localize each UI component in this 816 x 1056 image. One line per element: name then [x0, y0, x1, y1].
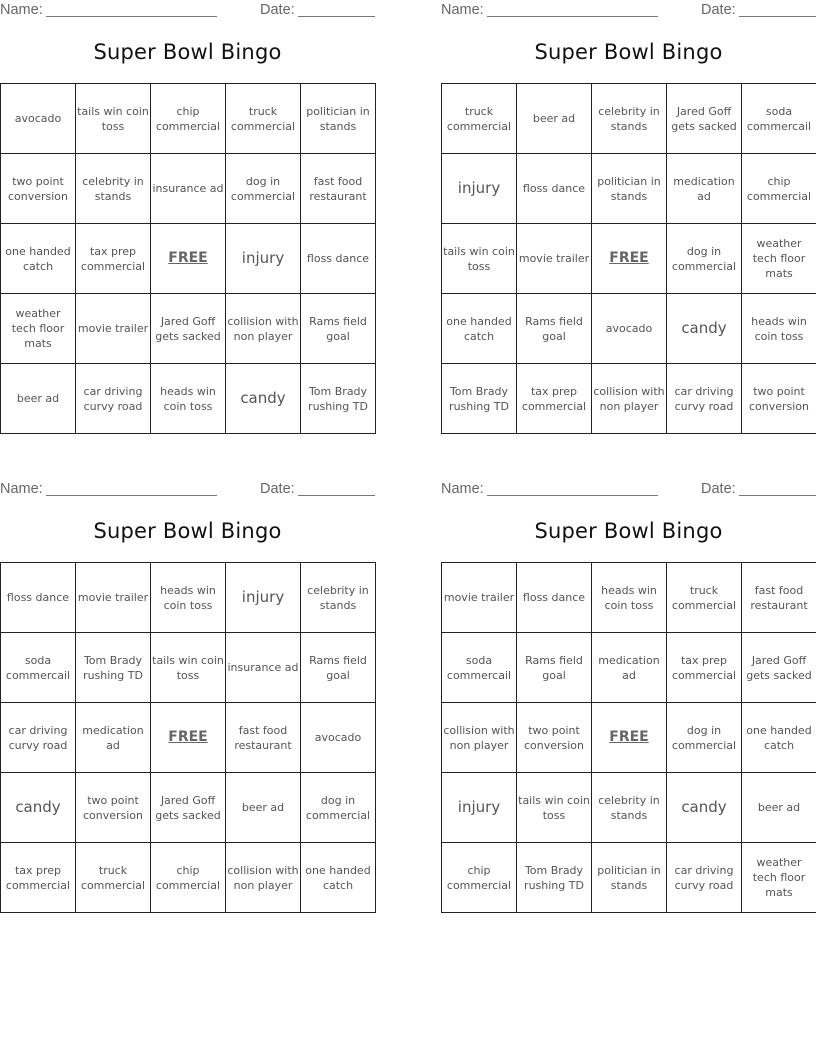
bingo-cell: tax prep commercial — [667, 633, 742, 703]
bingo-cell: soda commercail — [442, 633, 517, 703]
bingo-cell: politician in stands — [592, 154, 667, 224]
bingo-cell: Tom Brady rushing TD — [517, 843, 592, 913]
bingo-cell: chip commercial — [151, 84, 226, 154]
grid-row — [442, 294, 816, 364]
bingo-cell: celebrity in stands — [76, 154, 151, 224]
bingo-cell: politician in stands — [592, 843, 667, 913]
bingo-cell: avocado — [301, 703, 376, 773]
grid-row — [1, 563, 376, 633]
bingo-cell: injury — [226, 224, 301, 294]
bingo-cell: collision with non player — [592, 364, 667, 434]
grid-row — [442, 563, 816, 633]
bingo-cell: celebrity in stands — [301, 563, 376, 633]
bingo-cell: candy — [226, 364, 301, 434]
bingo-cell: truck commercial — [667, 563, 742, 633]
bingo-cell: Jared Goff gets sacked — [151, 294, 226, 364]
bingo-cell: truck commercial — [76, 843, 151, 913]
bingo-cell: heads win coin toss — [151, 364, 226, 434]
free-space-cell: FREE — [592, 224, 667, 294]
bingo-cell: two point conversion — [76, 773, 151, 843]
date-label: Date: — [701, 2, 736, 18]
bingo-cell: insurance ad — [226, 633, 301, 703]
grid-row — [442, 154, 816, 224]
bingo-cell: tax prep commercial — [517, 364, 592, 434]
bingo-cell: floss dance — [1, 563, 76, 633]
bingo-card-2 — [441, 0, 816, 413]
bingo-cell: dog in commercial — [667, 224, 742, 294]
bingo-cell: floss dance — [517, 563, 592, 633]
grid-row — [442, 843, 816, 913]
bingo-cell: car driving curvy road — [667, 364, 742, 434]
bingo-cell: Rams field goal — [517, 294, 592, 364]
bingo-cell: candy — [1, 773, 76, 843]
grid-row — [1, 294, 376, 364]
bingo-cell: weather tech floor mats — [1, 294, 76, 364]
bingo-cell: heads win coin toss — [742, 294, 816, 364]
bingo-cell: truck commercial — [226, 84, 301, 154]
date-line — [298, 495, 375, 496]
bingo-cell: beer ad — [517, 84, 592, 154]
name-label: Name: — [0, 481, 43, 497]
bingo-card-3 — [0, 479, 375, 892]
card-header — [0, 0, 375, 22]
name-label: Name: — [0, 2, 43, 18]
bingo-cell: fast food restaurant — [301, 154, 376, 224]
name-line — [487, 16, 658, 17]
name-label: Name: — [441, 2, 484, 18]
grid-row — [1, 84, 376, 154]
bingo-cell: Rams field goal — [301, 633, 376, 703]
bingo-cell: candy — [667, 294, 742, 364]
bingo-cell: avocado — [592, 294, 667, 364]
date-line — [739, 495, 816, 496]
bingo-cell: fast food restaurant — [226, 703, 301, 773]
bingo-grid — [441, 562, 816, 913]
bingo-cell: medication ad — [667, 154, 742, 224]
bingo-cell: Jared Goff gets sacked — [667, 84, 742, 154]
card-header — [441, 479, 816, 501]
bingo-cell: collision with non player — [442, 703, 517, 773]
free-space-cell: FREE — [592, 703, 667, 773]
bingo-cell: medication ad — [76, 703, 151, 773]
bingo-cell: truck commercial — [442, 84, 517, 154]
bingo-cell: insurance ad — [151, 154, 226, 224]
bingo-cell: Tom Brady rushing TD — [301, 364, 376, 434]
bingo-cell: collision with non player — [226, 294, 301, 364]
bingo-cell: celebrity in stands — [592, 84, 667, 154]
bingo-card-4 — [441, 479, 816, 899]
card-title: Super Bowl Bingo — [534, 519, 723, 543]
grid-row — [442, 773, 816, 843]
bingo-cell: tails win coin toss — [517, 773, 592, 843]
bingo-cell: weather tech floor mats — [742, 843, 816, 913]
grid-row — [442, 84, 816, 154]
bingo-cell: heads win coin toss — [592, 563, 667, 633]
grid-row — [1, 773, 376, 843]
bingo-cell: car driving curvy road — [76, 364, 151, 434]
bingo-cell: politician in stands — [301, 84, 376, 154]
bingo-cell: one handed catch — [1, 224, 76, 294]
bingo-cell: chip commercial — [151, 843, 226, 913]
bingo-cell: beer ad — [226, 773, 301, 843]
bingo-cell: tails win coin toss — [442, 224, 517, 294]
bingo-cell: movie trailer — [442, 563, 517, 633]
grid-row — [1, 364, 376, 434]
bingo-cell: medication ad — [592, 633, 667, 703]
grid-row — [1, 154, 376, 224]
bingo-cell: car driving curvy road — [667, 843, 742, 913]
date-line — [298, 16, 375, 17]
bingo-cell: floss dance — [301, 224, 376, 294]
bingo-cell: soda commercail — [1, 633, 76, 703]
bingo-cell: one handed catch — [442, 294, 517, 364]
bingo-cell: chip commercial — [742, 154, 816, 224]
bingo-cell: two point conversion — [742, 364, 816, 434]
bingo-cell: beer ad — [742, 773, 816, 843]
bingo-grid — [441, 83, 816, 434]
bingo-cell: movie trailer — [76, 294, 151, 364]
free-space-cell: FREE — [151, 224, 226, 294]
bingo-cell: floss dance — [517, 154, 592, 224]
bingo-cell: dog in commercial — [667, 703, 742, 773]
bingo-cell: avocado — [1, 84, 76, 154]
bingo-cell: celebrity in stands — [592, 773, 667, 843]
card-title: Super Bowl Bingo — [93, 40, 282, 64]
bingo-cell: Rams field goal — [517, 633, 592, 703]
bingo-cell: two point conversion — [517, 703, 592, 773]
date-label: Date: — [260, 481, 295, 497]
bingo-cell: heads win coin toss — [151, 563, 226, 633]
bingo-cell: Jared Goff gets sacked — [151, 773, 226, 843]
grid-row — [1, 224, 376, 294]
bingo-cell: dog in commercial — [226, 154, 301, 224]
bingo-cell: dog in commercial — [301, 773, 376, 843]
bingo-cell: Rams field goal — [301, 294, 376, 364]
bingo-card-1 — [0, 0, 375, 413]
bingo-cell: fast food restaurant — [742, 563, 816, 633]
bingo-cell: injury — [442, 773, 517, 843]
bingo-cell: car driving curvy road — [1, 703, 76, 773]
name-line — [46, 495, 217, 496]
date-label: Date: — [260, 2, 295, 18]
bingo-cell: collision with non player — [226, 843, 301, 913]
bingo-cell: soda commercail — [742, 84, 816, 154]
bingo-cell: one handed catch — [742, 703, 816, 773]
bingo-cell: tax prep commercial — [1, 843, 76, 913]
bingo-cell: beer ad — [1, 364, 76, 434]
bingo-cell: tax prep commercial — [76, 224, 151, 294]
bingo-cell: injury — [442, 154, 517, 224]
grid-row — [442, 703, 816, 773]
bingo-cell: movie trailer — [76, 563, 151, 633]
bingo-cell: Tom Brady rushing TD — [442, 364, 517, 434]
grid-row — [442, 364, 816, 434]
grid-row — [1, 703, 376, 773]
bingo-cell: movie trailer — [517, 224, 592, 294]
card-title: Super Bowl Bingo — [93, 519, 282, 543]
bingo-cell: tails win coin toss — [76, 84, 151, 154]
bingo-cell: injury — [226, 563, 301, 633]
date-label: Date: — [701, 481, 736, 497]
card-header — [0, 479, 375, 501]
bingo-cell: tails win coin toss — [151, 633, 226, 703]
bingo-grid — [0, 562, 376, 913]
bingo-grid — [0, 83, 376, 434]
bingo-cell: one handed catch — [301, 843, 376, 913]
grid-row — [442, 633, 816, 703]
bingo-cell: weather tech floor mats — [742, 224, 816, 294]
grid-row — [1, 843, 376, 913]
card-title: Super Bowl Bingo — [534, 40, 723, 64]
card-header — [441, 0, 816, 22]
name-line — [487, 495, 658, 496]
date-line — [739, 16, 816, 17]
grid-row — [1, 633, 376, 703]
grid-row — [442, 224, 816, 294]
name-label: Name: — [441, 481, 484, 497]
free-space-cell: FREE — [151, 703, 226, 773]
bingo-cell: Jared Goff gets sacked — [742, 633, 816, 703]
bingo-cell: candy — [667, 773, 742, 843]
name-line — [46, 16, 217, 17]
bingo-cell: Tom Brady rushing TD — [76, 633, 151, 703]
bingo-cell: two point conversion — [1, 154, 76, 224]
bingo-cell: chip commercial — [442, 843, 517, 913]
